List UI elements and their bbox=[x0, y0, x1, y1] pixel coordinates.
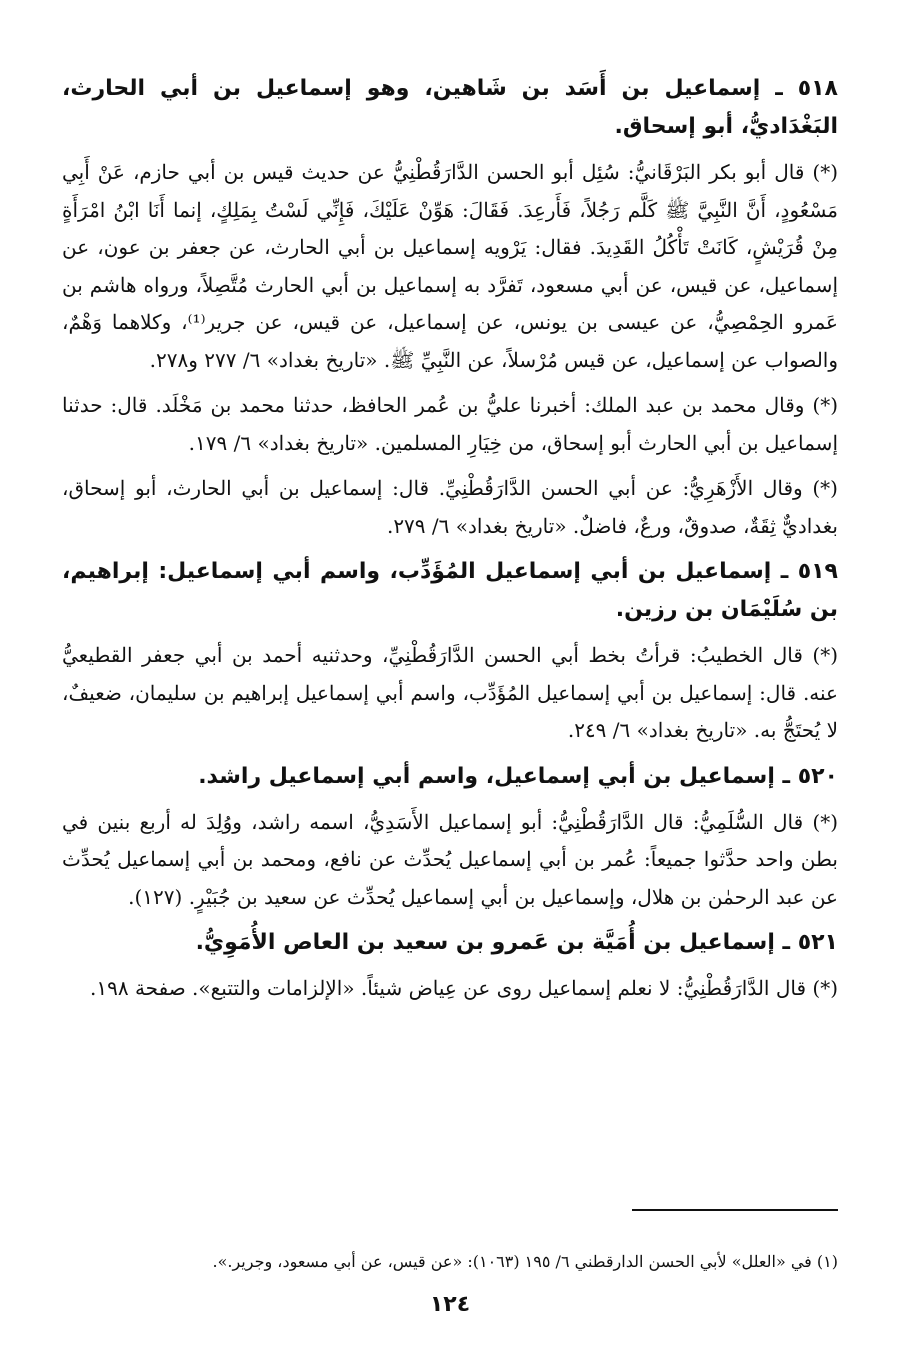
entry-521 bbox=[62, 924, 838, 1008]
footnote: (١) في «العلل» لأبي الحسن الدارقطني ٦/ ١٩٥ (١٠٦٣): «عن قيس، عن أبي مسعود، وجرير.». bbox=[212, 1252, 838, 1271]
entry-heading: ٥٢١ ـ إسماعيل بن أُمَيَّة بن عَمرو بن سعيد بن العاص الأُمَوِيُّ. bbox=[195, 930, 838, 955]
entry-518 bbox=[62, 70, 838, 545]
entry-heading: ٥١٨ ـ إسماعيل بن أَسَد بن شَاهين، وهو إسماعيل بن أبي الحارث، البَغْدَاديُّ، أبو إسحاق. bbox=[62, 76, 838, 139]
entry-paragraph: (*) قال أبو بكر البَرْقَانيُّ: سُئِل أبو الحسن الدَّارَقُطْنِيُّ عن حديث قيس بن أبي حازم، عَنْ أَبِي مَسْعُودٍ، أَنَّ النَّبِيَّ ﷺ كَلَّم رَجُلاً، فَأَرعِدَ. فَقَالَ: هَوِّنْ عَلَيْكَ، فَإِنِّي لَسْتُ بِمَلِكٍ، إنما أَنَا ابْنُ امْرَأَةٍ مِنْ قُرَيْشٍ، كَانَتْ تَأْكُلُ القَدِيدَ. فقال: يَرْويه إسماعيل بن أبي الحارث، عن جعفر بن عون، عن إسماعيل، عن قيس، عن أبي مسعود، تَفرَّد به إسماعيل بن أبي الحارث مُتَّصِلاً، ورواه هاشم بن عَمرو الحِمْصِيُّ، عن عيسى بن يونس، عن إسماعيل، عن قيس، عن جرير⁽¹⁾، وكلاهما وَهْمٌ، والصواب عن إسماعيل، عن قيس مُرْسلاً، عن النَّبِيِّ ﷺ. «تاريخ بغداد» ٦/ ٢٧٧ و٢٧٨. bbox=[62, 160, 839, 372]
entry-519 bbox=[62, 553, 838, 750]
page-number: ١٢٤ bbox=[429, 1292, 471, 1317]
entry-heading: ٥١٩ ـ إسماعيل بن أبي إسماعيل المُؤَدِّب، واسم أبي إسماعيل: إبراهيم، بن سُلَيْمَان بن رزين. bbox=[62, 559, 838, 622]
entry-heading: ٥٢٠ ـ إسماعيل بن أبي إسماعيل، واسم أبي إسماعيل راشد. bbox=[198, 763, 838, 789]
entry-paragraph: (*) قال الخطيبُ: قرأتُ بخط أبي الحسن الدَّارَقُطْنِيِّ، وحدثنيه أحمد بن أبي جعفر القطيعيُّ عنه. قال: إسماعيل بن أبي إسماعيل المُؤَدِّب، واسم أبي إسماعيل إبراهيم بن سليمان، ضعيفٌ، لا يُحتَجُّ به. «تاريخ بغداد» ٦/ ٢٤٩. bbox=[62, 643, 838, 742]
entry-520 bbox=[62, 758, 838, 917]
entry-paragraph: (*) قال الدَّارَقُطْنِيُّ: لا نعلم إسماعيل روى عن عِياض شيئاً. «الإلزامات والتتبع». صفحة ١٩٨. bbox=[90, 976, 838, 1000]
entry-paragraph: (*) وقال محمد بن عبد الملك: أخبرنا عليُّ بن عُمر الحافظ، حدثنا محمد بن مَخْلَد. قال: حدثنا إسماعيل بن أبي الحارث أبو إسحاق، من خِيَارِ المسلمين. «تاريخ بغداد» ٦/ ١٧٩. bbox=[62, 393, 838, 455]
entry-paragraph: (*) قال السُّلَمِيُّ: قال الدَّارَقُطْنِيُّ: أبو إسماعيل الأَسَدِيُّ، اسمه راشد، ووُلِدَ له أربع بنين في بطن واحد حدَّثوا جميعاً: عُمر بن أبي إسماعيل يُحدِّث عن نافع، ومحمد بن أبي إسماعيل يُحدِّث عن عبد الرحمٰن بن هلال، وإسماعيل بن أبي إسماعيل يُحدِّث عن سعيد بن جُبَيْرٍ. (١٢٧). bbox=[62, 809, 838, 909]
entry-paragraph: (*) وقال الأَزْهَرِيُّ: عن أبي الحسن الدَّارَقُطْنِيِّ. قال: إسماعيل بن أبي الحارث، أبو إسحاق، بغداديٌّ ثِقَةٌ، صدوقٌ، ورعٌ، فاضلٌ. «تاريخ بغداد» ٦/ ٢٧٩. bbox=[62, 476, 838, 538]
footnote-divider bbox=[632, 1209, 838, 1211]
